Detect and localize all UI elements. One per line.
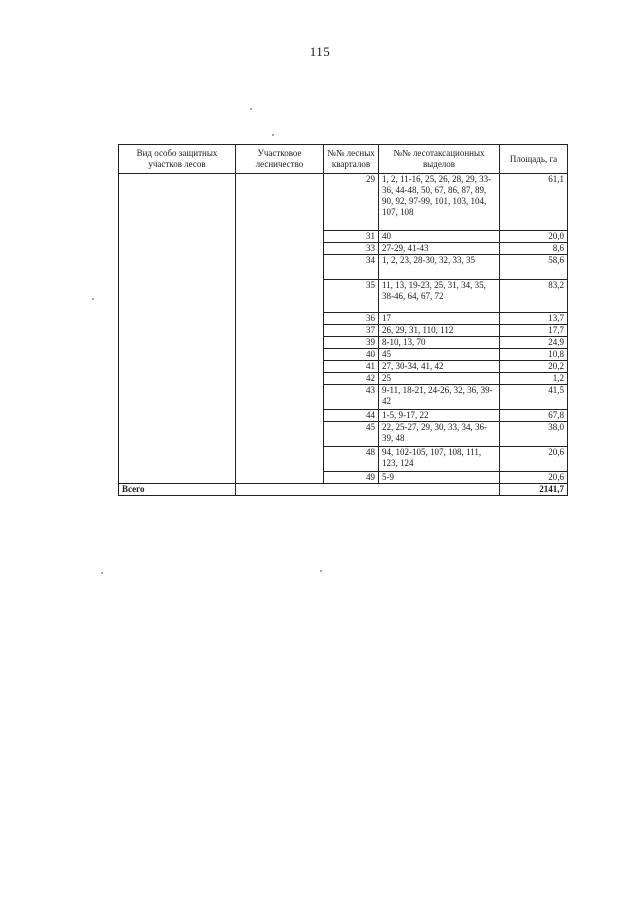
quarter-cell: 40 — [324, 349, 379, 361]
allotments-cell: 26, 29, 31, 110, 112 — [379, 325, 500, 337]
table-header-row — [119, 145, 568, 174]
scan-speck — [272, 134, 274, 136]
area-cell: 20,6 — [500, 447, 568, 472]
quarter-cell: 35 — [324, 280, 379, 313]
quarter-cell: 39 — [324, 337, 379, 349]
quarter-cell: 48 — [324, 447, 379, 472]
quarter-cell: 42 — [324, 373, 379, 385]
table-row — [119, 174, 568, 231]
quarter-cell: 49 — [324, 472, 379, 484]
forest-type-cell — [119, 174, 236, 484]
page-number: 115 — [309, 44, 331, 59]
area-cell: 8,6 — [500, 243, 568, 255]
area-cell: 58,6 — [500, 255, 568, 280]
area-cell: 61,1 — [500, 174, 568, 231]
area-cell: 10,8 — [500, 349, 568, 361]
header-quarters: №№ лесных кварталов — [324, 145, 379, 174]
district-cell — [236, 174, 324, 484]
area-cell: 1,2 — [500, 373, 568, 385]
header-area: Площадь, га — [500, 145, 568, 174]
protective-forest-table — [118, 144, 568, 496]
allotments-cell: 25 — [379, 373, 500, 385]
quarter-cell: 37 — [324, 325, 379, 337]
allotments-cell: 1, 2, 11-16, 25, 26, 28, 29, 33-36, 44-48, 50, 67, 86, 87, 89, 90, 92, 97-99, 101, 103, 104, 107, 108 — [379, 174, 500, 231]
total-label: Всего — [119, 484, 236, 496]
area-cell: 20,2 — [500, 361, 568, 373]
allotments-cell: 45 — [379, 349, 500, 361]
area-cell: 20,0 — [500, 231, 568, 243]
area-cell: 38,0 — [500, 422, 568, 447]
header-district: Участковое лесничество — [236, 145, 324, 174]
area-cell: 13,7 — [500, 313, 568, 325]
area-cell: 41,5 — [500, 385, 568, 410]
area-cell: 67,8 — [500, 410, 568, 422]
allotments-cell: 27, 30-34, 41, 42 — [379, 361, 500, 373]
area-cell: 83,2 — [500, 280, 568, 313]
allotments-cell: 22, 25-27, 29, 30, 33, 34, 36-39, 48 — [379, 422, 500, 447]
scan-speck — [92, 298, 94, 300]
quarter-cell: 44 — [324, 410, 379, 422]
quarter-cell: 34 — [324, 255, 379, 280]
quarter-cell: 33 — [324, 243, 379, 255]
allotments-cell: 27-29, 41-43 — [379, 243, 500, 255]
scan-speck — [320, 570, 322, 572]
quarter-cell: 43 — [324, 385, 379, 410]
scan-speck — [250, 108, 252, 110]
header-forest-type: Вид особо защитных участков лесов — [119, 145, 236, 174]
area-cell: 20,6 — [500, 472, 568, 484]
header-allotments: №№ лесотаксационных выделов — [379, 145, 500, 174]
allotments-cell: 17 — [379, 313, 500, 325]
allotments-cell: 94, 102-105, 107, 108, 111, 123, 124 — [379, 447, 500, 472]
allotments-cell: 8-10, 13, 70 — [379, 337, 500, 349]
quarter-cell: 36 — [324, 313, 379, 325]
total-row — [119, 484, 568, 496]
allotments-cell: 40 — [379, 231, 500, 243]
area-cell: 17,7 — [500, 325, 568, 337]
area-cell: 24,9 — [500, 337, 568, 349]
allotments-cell: 5-9 — [379, 472, 500, 484]
total-area: 2141,7 — [500, 484, 568, 496]
quarter-cell: 29 — [324, 174, 379, 231]
total-empty-cell — [236, 484, 500, 496]
allotments-cell: 1-5, 9-17, 22 — [379, 410, 500, 422]
quarter-cell: 31 — [324, 231, 379, 243]
scan-speck — [101, 572, 103, 574]
allotments-cell: 11, 13, 19-23, 25, 31, 34, 35, 38-46, 64, 67, 72 — [379, 280, 500, 313]
allotments-cell: 1, 2, 23, 28-30, 32, 33, 35 — [379, 255, 500, 280]
quarter-cell: 41 — [324, 361, 379, 373]
allotments-cell: 9-11, 18-21, 24-26, 32, 36, 39-42 — [379, 385, 500, 410]
quarter-cell: 45 — [324, 422, 379, 447]
